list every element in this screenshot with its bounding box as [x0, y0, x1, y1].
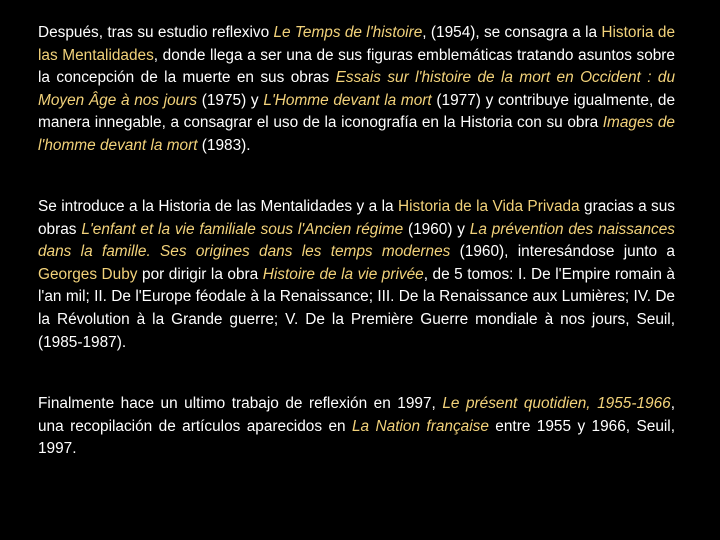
body-text: , una recopilación de artículos aparecidos en: [38, 395, 675, 435]
book-title: Histoire de la vie privée: [262, 265, 424, 283]
highlighted-term: Georges Duby: [38, 265, 138, 283]
book-title: Images de l'homme devant la mort: [38, 114, 675, 154]
paragraph-2: [38, 196, 675, 354]
book-title: La prévention des naissances dans la famille. Ses origines dans les temps modernes: [38, 220, 675, 261]
body-text: gracias a sus obras: [38, 198, 675, 238]
book-title: Le Temps de l'histoire: [273, 24, 423, 41]
paragraph-1: [38, 22, 675, 158]
body-text: (1960) y: [403, 220, 470, 238]
highlighted-term: Historia de la Vida Privada: [397, 198, 580, 215]
body-text: (1977) y contribuye igualmente, de manera innegable, a consagrar el uso de la iconografía en la Historia con su obra: [38, 91, 676, 132]
body-text: (1975) y: [197, 91, 264, 109]
book-title: Le présent quotidien, 1955-1966: [442, 395, 671, 412]
body-text: (1960), interesándose junto a: [450, 243, 675, 261]
book-title: L'enfant et la vie familiale sous l'Ancien régime: [81, 220, 404, 238]
body-text: Después, tras su estudio reflexivo: [38, 24, 274, 41]
body-text: Se introduce a la Historia de las Mentalidades y a la: [38, 198, 398, 215]
book-title: Essais sur l'histoire de la mort en Occident : du Moyen Âge à nos jours: [38, 69, 676, 109]
body-text: por dirigir la obra: [137, 265, 263, 283]
highlighted-term: Historia de las Mentalidades: [38, 24, 676, 64]
body-text: entre 1955 y 1966, Seuil, 1997.: [38, 417, 675, 458]
body-text: (1983).: [197, 136, 251, 154]
book-title: L'Homme devant la mort: [263, 91, 432, 109]
paragraph-3: [38, 393, 675, 461]
body-text: , donde llega a ser una de sus figuras emblemáticas tratando asuntos sobre la concepción de la muerte en sus obras: [38, 46, 675, 87]
book-title: La Nation française: [352, 417, 489, 435]
body-text: , (1954), se consagra a la: [422, 24, 602, 41]
body-text: , de 5 tomos: I. De l'Empire romain à l'an mil; II. De l'Europe féodale à la Renaissance; III. De la Renaissance aux Lumières; IV. De la Révolution à la Grande guerre; V. De la Première Guerre mondiale à nos jours, Seuil, (1985-1987).: [38, 265, 675, 351]
body-text: Finalmente hace un ultimo trabajo de reflexión en 1997,: [38, 395, 443, 412]
